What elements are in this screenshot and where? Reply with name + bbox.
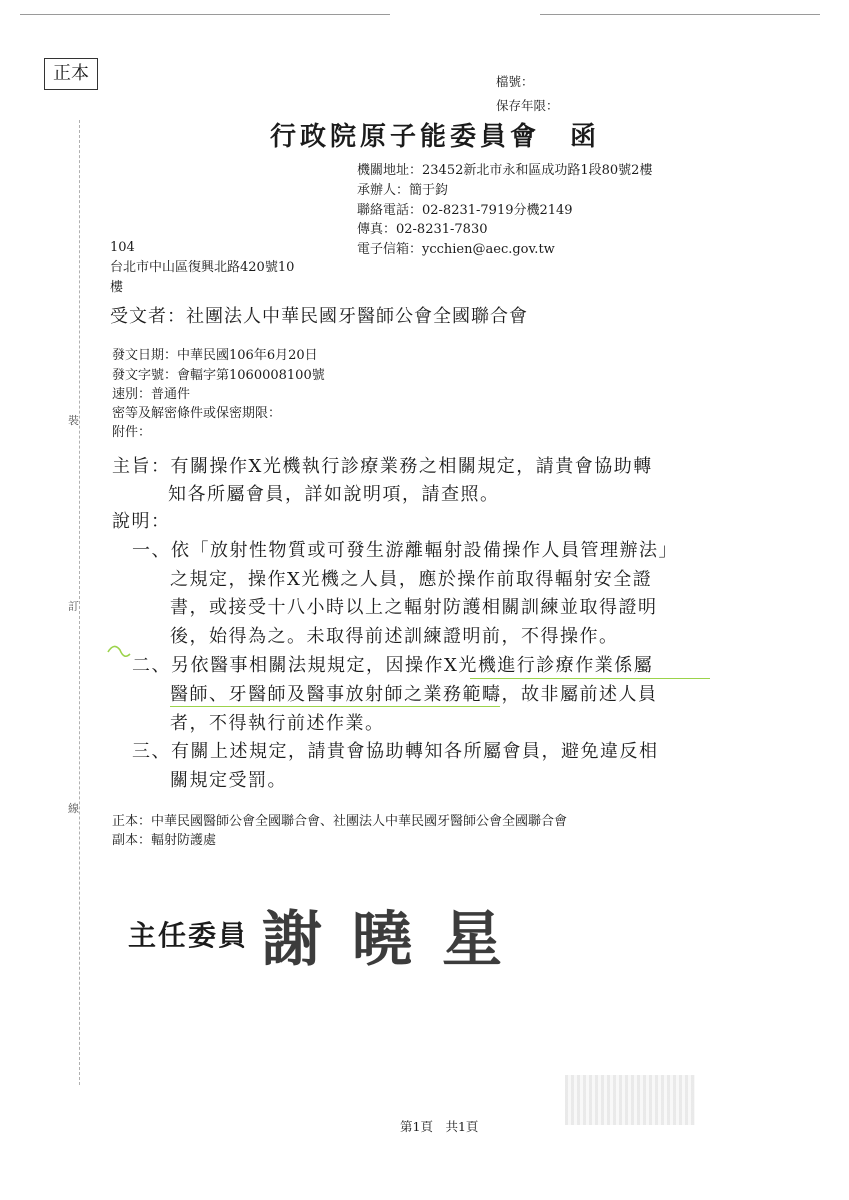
signer-title: 主任委員 [128, 919, 249, 952]
signature-seal: 謝曉星 [262, 905, 532, 975]
document-title: 行政院原子能委員會 函 [270, 122, 601, 152]
explanation-item-1-line: 之規定，操作X光機之人員，應於操作前取得輻射安全證 [170, 569, 653, 590]
subject-line: 知各所屬會員，詳如說明項，請查照。 [168, 484, 500, 505]
contact-phone: 聯絡電話：02-8231-7919分機2149 [357, 203, 573, 218]
faded-stamp-residue [565, 1075, 695, 1125]
copy-recipients: 副本：輻射防護處 [112, 833, 217, 848]
page-number: 第1頁 共1頁 [400, 1119, 479, 1134]
recipient-address-line: 台北市中山區復興北路420號10 [110, 260, 295, 275]
subject-line: 主旨：有關操作X光機執行診療業務之相關規定，請貴會協助轉 [112, 456, 653, 477]
sender-address: 機關地址：23452新北市永和區成功路1段80號2樓 [357, 163, 653, 178]
recipient-line: 受文者：社團法人中華民國牙醫師公會全國聯合會 [110, 306, 528, 327]
attachments: 附件： [112, 425, 152, 440]
secrecy-level: 密等及解密條件或保密期限： [112, 406, 282, 421]
issue-date: 發文日期：中華民國106年6月20日 [112, 348, 318, 363]
contact-person: 承辦人：簡于鈞 [357, 183, 449, 198]
handwritten-underline [170, 706, 500, 707]
recipient-postcode: 104 [110, 240, 135, 255]
explanation-item-3-line: 關規定受罰。 [170, 770, 287, 791]
file-number-label: 檔號： [496, 74, 534, 89]
handwritten-tick-mark [106, 640, 132, 664]
explanation-item-3-line: 三、有關上述規定，請貴會協助轉知各所屬會員，避免違反相 [132, 741, 659, 762]
scan-edge-line [540, 14, 820, 15]
binding-mark: 裝 [68, 414, 79, 427]
delivery-speed: 速別：普通件 [112, 387, 191, 402]
explanation-item-2-line: 醫師、牙醫師及醫事放射師之業務範疇，故非屬前述人員 [170, 684, 658, 705]
original-copy-stamp: 正本 [44, 58, 98, 90]
document-number: 發文字號：會輻字第1060008100號 [112, 368, 325, 383]
explanation-item-2-line: 二、另依醫事相關法規規定，因操作X光機進行診療作業係屬 [132, 655, 654, 676]
contact-email: 電子信箱：ycchien@aec.gov.tw [357, 242, 555, 257]
recipient-address-line: 樓 [110, 280, 124, 295]
retention-period-label: 保存年限： [496, 98, 559, 113]
contact-fax: 傳真：02-8231-7830 [357, 222, 488, 237]
scan-edge-line [20, 14, 390, 15]
explanation-item-1-line: 書，或接受十八小時以上之輻射防護相關訓練並取得證明 [170, 597, 658, 618]
handwritten-underline [470, 678, 710, 679]
explanation-heading: 說明： [112, 511, 171, 532]
explanation-item-1-line: 後，始得為之。未取得前述訓練證明前，不得操作。 [170, 626, 619, 647]
explanation-item-1-line: 一、依「放射性物質或可發生游離輻射設備操作人員管理辦法」 [132, 540, 678, 561]
original-recipients: 正本：中華民國醫師公會全國聯合會、社團法人中華民國牙醫師公會全國聯合會 [112, 814, 568, 829]
binding-mark: 線 [68, 802, 79, 815]
explanation-item-2-line: 者，不得執行前述作業。 [170, 713, 385, 734]
binding-line [79, 120, 80, 1085]
binding-mark: 訂 [68, 600, 79, 613]
